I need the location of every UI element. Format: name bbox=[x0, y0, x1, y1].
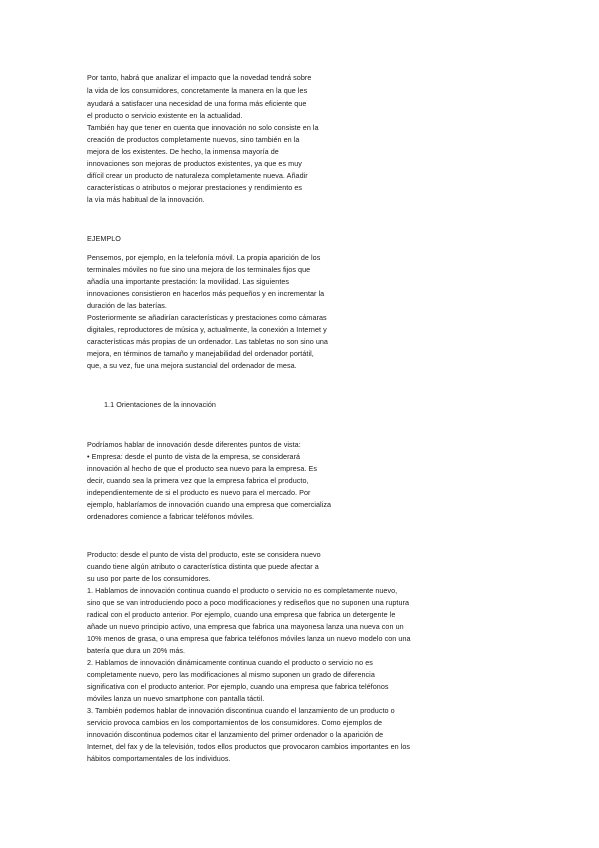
product-line: sino que se van introduciendo poco a poco modificaciones y rediseños que no suponen una ruptura bbox=[87, 598, 410, 607]
example-line: que, a su vez, fue una mejora sustancial del ordenador de mesa. bbox=[87, 361, 297, 370]
example-line: características más propias de un ordenador. Las tabletas no son sino una bbox=[87, 337, 328, 346]
intro-line: ayudará a satisfacer una necesidad de una forma más eficiente que bbox=[87, 99, 307, 108]
example-heading: EJEMPLO bbox=[87, 234, 121, 243]
product-line: 1. Hablamos de innovación continua cuando el producto o servicio no es completamente nuevo, bbox=[87, 586, 398, 595]
product-line: innovación discontinua podemos citar el lanzamiento del primer ordenador o la aparición de bbox=[87, 730, 384, 739]
example-line: duración de las baterías. bbox=[87, 301, 167, 310]
intro-line: características o atributos o mejorar prestaciones y rendimiento es bbox=[87, 183, 303, 192]
intro-line: la vía más habitual de la innovación. bbox=[87, 195, 205, 204]
product-line: añade un nuevo principio activo, una empresa que fabrica una mayonesa lanza una nueva con un bbox=[87, 622, 404, 631]
orientations-line: innovación al hecho de que el producto sea nuevo para la empresa. Es bbox=[87, 464, 317, 473]
orientations-line: decir, cuando sea la primera vez que la empresa fabrica el producto, bbox=[87, 476, 309, 485]
product-line: servicio provoca cambios en los comportamientos de los consumidores. Como ejemplos de bbox=[87, 718, 383, 727]
product-line: cuando tiene algún atributo o característica distinta que puede afectar a bbox=[87, 562, 319, 571]
intro-line: También hay que tener en cuenta que innovación no solo consiste en la bbox=[87, 123, 319, 132]
example-line: mejora, en términos de tamaño y manejabilidad del ordenador portátil, bbox=[87, 349, 314, 358]
product-line: 2. Hablamos de innovación dinámicamente continua cuando el producto o servicio no es bbox=[87, 658, 373, 667]
product-line: completamente nuevo, pero las modificaciones al mismo suponen un grado de diferencia bbox=[87, 670, 375, 679]
intro-line: el producto o servicio existente en la actualidad. bbox=[87, 111, 243, 120]
orientations-line: independientemente de si el producto es nuevo para el mercado. Por bbox=[87, 488, 311, 497]
product-line: 10% menos de grasa, o una empresa que fabrica teléfonos móviles lanza un nuevo modelo con una bbox=[87, 634, 411, 643]
example-line: Posteriormente se añadirían características y prestaciones como cámaras bbox=[87, 313, 327, 322]
orientations-line: Podríamos hablar de innovación desde diferentes puntos de vista: bbox=[87, 440, 301, 449]
orientations-line: ordenadores comience a fabricar teléfonos móviles. bbox=[87, 512, 255, 521]
orientations-line: ejemplo, hablaríamos de innovación cuando una empresa que comercializa bbox=[87, 500, 332, 509]
intro-line: la vida de los consumidores, concretamente la manera en la que les bbox=[87, 86, 308, 95]
intro-line: innovaciones son mejoras de productos existentes, ya que es muy bbox=[87, 159, 302, 168]
product-line: radical con el producto anterior. Por ejemplo, cuando una empresa que fabrica un detergente le bbox=[87, 610, 396, 619]
product-line: su uso por parte de los consumidores. bbox=[87, 574, 211, 583]
intro-line: difícil crear un producto de naturaleza completamente nueva. Añadir bbox=[87, 171, 308, 180]
intro-line: Por tanto, habrá que analizar el impacto que la novedad tendrá sobre bbox=[87, 73, 312, 82]
example-line: digitales, reproductores de música y, actualmente, la conexión a Internet y bbox=[87, 325, 327, 334]
product-line: móviles lanza un nuevo smartphone con pantalla táctil. bbox=[87, 694, 265, 703]
product-line: Producto: desde el punto de vista del producto, este se considera nuevo bbox=[87, 550, 321, 559]
product-line: batería que dura un 20% más. bbox=[87, 646, 186, 655]
example-line: terminales móviles no fue sino una mejora de los terminales fijos que bbox=[87, 265, 311, 274]
example-line: innovaciones consistieron en hacerlos más pequeños y en incrementar la bbox=[87, 289, 325, 298]
product-line: hábitos comportamentales de los individuos. bbox=[87, 754, 231, 763]
example-line: añadía una importante prestación: la movilidad. Las siguientes bbox=[87, 277, 290, 286]
intro-line: creación de productos completamente nuevos, sino también en la bbox=[87, 135, 300, 144]
section-heading: 1.1 Orientaciones de la innovación bbox=[104, 400, 216, 409]
orientations-line: • Empresa: desde el punto de vista de la empresa, se considerará bbox=[87, 452, 301, 461]
product-line: significativa con el producto anterior. Por ejemplo, cuando una empresa que fabrica teléfonos bbox=[87, 682, 389, 691]
product-line: 3. También podemos hablar de innovación discontinua cuando el lanzamiento de un producto o bbox=[87, 706, 395, 715]
product-line: Internet, del fax y de la televisión, todos ellos productos que provocaron cambios importantes en los bbox=[87, 742, 411, 751]
example-line: Pensemos, por ejemplo, en la telefonía móvil. La propia aparición de los bbox=[87, 253, 321, 262]
intro-line: mejora de los existentes. De hecho, la inmensa mayoría de bbox=[87, 147, 279, 156]
